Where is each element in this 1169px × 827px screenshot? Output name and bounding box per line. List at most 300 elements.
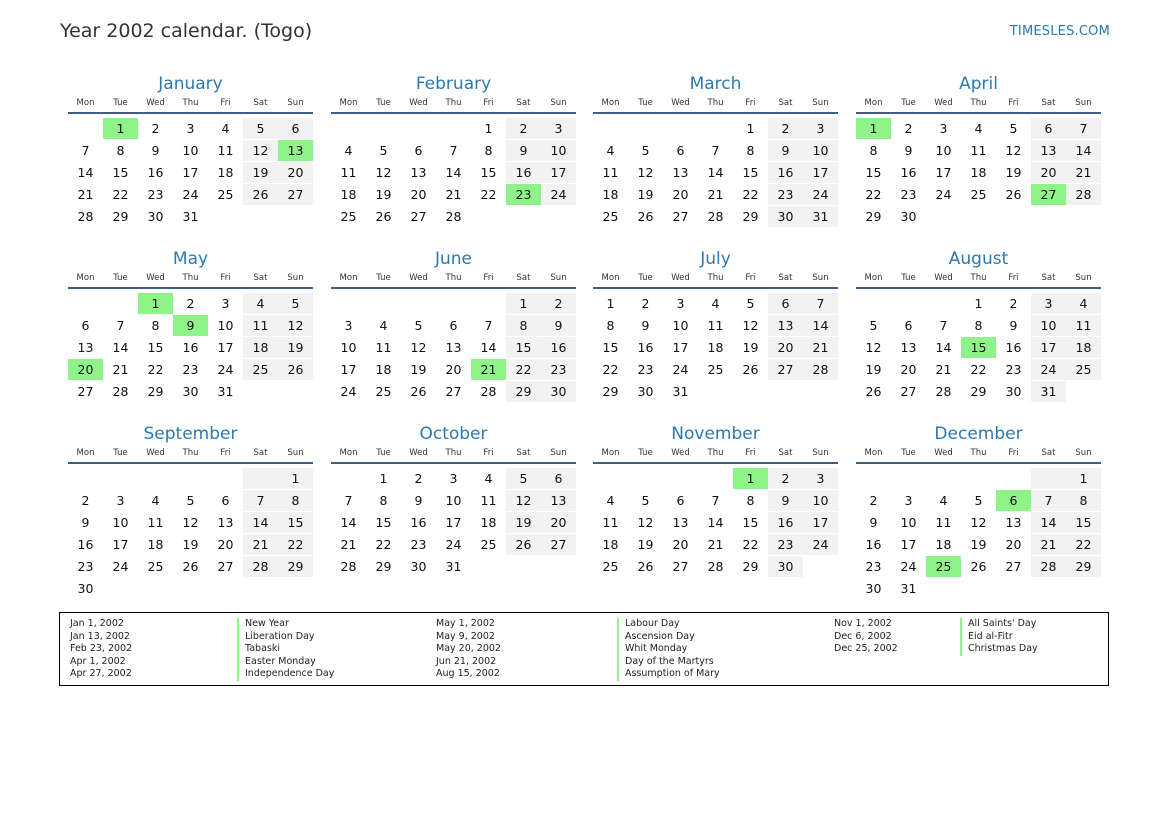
day-cell[interactable]: 22 [865,187,882,202]
day-cell[interactable]: 7 [1031,490,1066,511]
day-cell[interactable]: 27 [541,534,576,555]
day-cell[interactable]: 2 [541,293,576,314]
day-cell[interactable]: 21 [707,187,724,202]
day-cell[interactable]: 15 [961,337,996,358]
day-cell[interactable]: 13 [900,340,917,355]
day-cell[interactable]: 6 [904,318,913,333]
day-cell[interactable]: 27 [410,209,427,224]
day-cell[interactable]: 26 [278,359,313,380]
day-cell[interactable]: 22 [480,187,497,202]
day-cell[interactable]: 8 [116,143,125,158]
day-cell[interactable]: 28 [707,209,724,224]
day-cell[interactable]: 26 [182,559,199,574]
day-cell[interactable]: 15 [1066,512,1101,533]
day-cell[interactable]: 17 [541,162,576,183]
day-cell[interactable]: 20 [672,537,689,552]
day-cell[interactable]: 27 [278,184,313,205]
day-cell[interactable]: 31 [1031,381,1066,402]
day-cell[interactable]: 8 [746,493,755,508]
day-cell[interactable]: 16 [410,515,427,530]
day-cell[interactable]: 15 [147,340,164,355]
day-cell[interactable]: 25 [243,359,278,380]
day-cell[interactable]: 16 [147,165,164,180]
day-cell[interactable]: 13 [278,140,313,161]
day-cell[interactable]: 24 [935,187,952,202]
day-cell[interactable]: 5 [414,318,423,333]
day-cell[interactable]: 5 [506,468,541,489]
day-cell[interactable]: 3 [803,468,838,489]
day-cell[interactable]: 24 [541,184,576,205]
day-cell[interactable]: 12 [637,165,654,180]
day-cell[interactable]: 22 [278,534,313,555]
day-cell[interactable]: 8 [606,318,615,333]
day-cell[interactable]: 4 [243,293,278,314]
day-cell[interactable]: 26 [637,209,654,224]
day-cell[interactable]: 24 [672,362,689,377]
day-cell[interactable]: 5 [1009,121,1018,136]
day-cell[interactable]: 28 [445,209,462,224]
day-cell[interactable]: 15 [278,512,313,533]
day-cell[interactable]: 19 [243,162,278,183]
day-cell[interactable]: 7 [803,293,838,314]
day-cell[interactable]: 22 [742,187,759,202]
day-cell[interactable]: 21 [1066,162,1101,183]
day-cell[interactable]: 2 [414,471,423,486]
day-cell[interactable]: 30 [1005,384,1022,399]
day-cell[interactable]: 21 [112,362,129,377]
day-cell[interactable]: 13 [445,340,462,355]
day-cell[interactable]: 11 [147,515,164,530]
day-cell[interactable]: 9 [1009,318,1018,333]
day-cell[interactable]: 29 [742,559,759,574]
day-cell[interactable]: 30 [182,384,199,399]
day-cell[interactable]: 3 [116,493,125,508]
day-cell[interactable]: 2 [768,118,803,139]
day-cell[interactable]: 16 [182,340,199,355]
day-cell[interactable]: 16 [1005,340,1022,355]
day-cell[interactable]: 20 [68,359,103,380]
day-cell[interactable]: 1 [379,471,388,486]
day-cell[interactable]: 28 [803,359,838,380]
day-cell[interactable]: 10 [112,515,129,530]
day-cell[interactable]: 4 [151,493,160,508]
day-cell[interactable]: 16 [865,537,882,552]
day-cell[interactable]: 6 [449,318,458,333]
day-cell[interactable]: 27 [768,359,803,380]
day-cell[interactable]: 8 [746,143,755,158]
day-cell[interactable]: 18 [602,187,619,202]
day-cell[interactable]: 4 [484,471,493,486]
day-cell[interactable]: 1 [746,121,755,136]
day-cell[interactable]: 9 [768,490,803,511]
day-cell[interactable]: 25 [926,556,961,577]
day-cell[interactable]: 9 [768,140,803,161]
day-cell[interactable]: 7 [81,143,90,158]
day-cell[interactable]: 4 [221,121,230,136]
site-link[interactable]: TIMESLES.COM [1009,24,1110,39]
day-cell[interactable]: 9 [173,315,208,336]
day-cell[interactable]: 12 [243,140,278,161]
day-cell[interactable]: 26 [742,362,759,377]
day-cell[interactable]: 10 [935,143,952,158]
day-cell[interactable]: 30 [147,209,164,224]
day-cell[interactable]: 23 [637,362,654,377]
day-cell[interactable]: 2 [81,493,90,508]
day-cell[interactable]: 17 [217,340,234,355]
day-cell[interactable]: 1 [974,296,983,311]
day-cell[interactable]: 27 [1031,184,1066,205]
day-cell[interactable]: 6 [221,493,230,508]
day-cell[interactable]: 19 [182,537,199,552]
day-cell[interactable]: 27 [672,209,689,224]
day-cell[interactable]: 8 [278,490,313,511]
day-cell[interactable]: 22 [1066,534,1101,555]
day-cell[interactable]: 29 [375,559,392,574]
day-cell[interactable]: 9 [151,143,160,158]
day-cell[interactable]: 6 [278,118,313,139]
day-cell[interactable]: 7 [1066,118,1101,139]
day-cell[interactable]: 1 [606,296,615,311]
day-cell[interactable]: 11 [243,315,278,336]
day-cell[interactable]: 19 [637,537,654,552]
day-cell[interactable]: 23 [768,184,803,205]
day-cell[interactable]: 24 [803,534,838,555]
day-cell[interactable]: 18 [480,515,497,530]
day-cell[interactable]: 27 [672,559,689,574]
day-cell[interactable]: 14 [112,340,129,355]
day-cell[interactable]: 27 [217,559,234,574]
day-cell[interactable]: 5 [641,143,650,158]
day-cell[interactable]: 28 [77,209,94,224]
day-cell[interactable]: 9 [641,318,650,333]
day-cell[interactable]: 25 [707,362,724,377]
day-cell[interactable]: 16 [637,340,654,355]
day-cell[interactable]: 11 [375,340,392,355]
day-cell[interactable]: 4 [711,296,720,311]
day-cell[interactable]: 10 [340,340,357,355]
day-cell[interactable]: 21 [445,187,462,202]
day-cell[interactable]: 22 [742,537,759,552]
day-cell[interactable]: 30 [77,581,94,596]
day-cell[interactable]: 6 [414,143,423,158]
day-cell[interactable]: 10 [803,490,838,511]
day-cell[interactable]: 26 [506,534,541,555]
day-cell[interactable]: 12 [375,165,392,180]
day-cell[interactable]: 7 [449,143,458,158]
day-cell[interactable]: 4 [344,143,353,158]
day-cell[interactable]: 31 [803,206,838,227]
day-cell[interactable]: 7 [484,318,493,333]
day-cell[interactable]: 29 [970,384,987,399]
day-cell[interactable]: 25 [1066,359,1101,380]
day-cell[interactable]: 24 [1031,359,1066,380]
day-cell[interactable]: 1 [856,118,891,139]
day-cell[interactable]: 14 [803,315,838,336]
day-cell[interactable]: 20 [1031,162,1066,183]
day-cell[interactable]: 28 [1066,184,1101,205]
day-cell[interactable]: 28 [243,556,278,577]
day-cell[interactable]: 3 [541,118,576,139]
day-cell[interactable]: 5 [186,493,195,508]
day-cell[interactable]: 26 [865,384,882,399]
day-cell[interactable]: 25 [602,209,619,224]
day-cell[interactable]: 29 [865,209,882,224]
day-cell[interactable]: 12 [410,340,427,355]
day-cell[interactable]: 16 [77,537,94,552]
day-cell[interactable]: 9 [81,515,90,530]
day-cell[interactable]: 5 [974,493,983,508]
day-cell[interactable]: 14 [340,515,357,530]
day-cell[interactable]: 8 [506,315,541,336]
day-cell[interactable]: 19 [506,512,541,533]
day-cell[interactable]: 24 [900,559,917,574]
day-cell[interactable]: 13 [768,315,803,336]
day-cell[interactable]: 27 [900,384,917,399]
day-cell[interactable]: 1 [278,468,313,489]
day-cell[interactable]: 12 [506,490,541,511]
day-cell[interactable]: 1 [484,121,493,136]
day-cell[interactable]: 21 [471,359,506,380]
day-cell[interactable]: 20 [541,512,576,533]
day-cell[interactable]: 30 [410,559,427,574]
day-cell[interactable]: 8 [484,143,493,158]
day-cell[interactable]: 23 [410,537,427,552]
day-cell[interactable]: 19 [278,337,313,358]
day-cell[interactable]: 10 [672,318,689,333]
day-cell[interactable]: 18 [375,362,392,377]
day-cell[interactable]: 20 [217,537,234,552]
day-cell[interactable]: 3 [221,296,230,311]
day-cell[interactable]: 20 [445,362,462,377]
day-cell[interactable]: 19 [375,187,392,202]
day-cell[interactable]: 30 [865,581,882,596]
day-cell[interactable]: 12 [278,315,313,336]
day-cell[interactable]: 18 [147,537,164,552]
day-cell[interactable]: 16 [900,165,917,180]
day-cell[interactable]: 13 [217,515,234,530]
day-cell[interactable]: 29 [1066,556,1101,577]
day-cell[interactable]: 9 [414,493,423,508]
day-cell[interactable]: 11 [480,493,497,508]
day-cell[interactable]: 26 [375,209,392,224]
day-cell[interactable]: 21 [77,187,94,202]
day-cell[interactable]: 15 [375,515,392,530]
day-cell[interactable]: 29 [147,384,164,399]
day-cell[interactable]: 30 [900,209,917,224]
day-cell[interactable]: 15 [602,340,619,355]
day-cell[interactable]: 14 [707,165,724,180]
day-cell[interactable]: 18 [602,537,619,552]
day-cell[interactable]: 5 [641,493,650,508]
day-cell[interactable]: 16 [768,162,803,183]
day-cell[interactable]: 16 [768,512,803,533]
day-cell[interactable]: 3 [803,118,838,139]
day-cell[interactable]: 22 [970,362,987,377]
day-cell[interactable]: 9 [904,143,913,158]
day-cell[interactable]: 12 [182,515,199,530]
day-cell[interactable]: 26 [1005,187,1022,202]
day-cell[interactable]: 5 [746,296,755,311]
day-cell[interactable]: 2 [1009,296,1018,311]
day-cell[interactable]: 18 [707,340,724,355]
day-cell[interactable]: 11 [1066,315,1101,336]
day-cell[interactable]: 18 [970,165,987,180]
day-cell[interactable]: 30 [637,384,654,399]
day-cell[interactable]: 3 [344,318,353,333]
day-cell[interactable]: 25 [375,384,392,399]
day-cell[interactable]: 17 [803,162,838,183]
day-cell[interactable]: 20 [410,187,427,202]
day-cell[interactable]: 6 [81,318,90,333]
day-cell[interactable]: 17 [340,362,357,377]
day-cell[interactable]: 16 [506,162,541,183]
day-cell[interactable]: 3 [449,471,458,486]
day-cell[interactable]: 14 [1031,512,1066,533]
day-cell[interactable]: 6 [676,493,685,508]
day-cell[interactable]: 2 [506,118,541,139]
day-cell[interactable]: 6 [676,143,685,158]
day-cell[interactable]: 14 [243,512,278,533]
day-cell[interactable]: 28 [112,384,129,399]
day-cell[interactable]: 9 [506,140,541,161]
day-cell[interactable]: 23 [865,559,882,574]
day-cell[interactable]: 7 [939,318,948,333]
day-cell[interactable]: 14 [935,340,952,355]
day-cell[interactable]: 4 [939,493,948,508]
day-cell[interactable]: 21 [243,534,278,555]
day-cell[interactable]: 22 [506,359,541,380]
day-cell[interactable]: 17 [672,340,689,355]
day-cell[interactable]: 24 [217,362,234,377]
day-cell[interactable]: 21 [935,362,952,377]
day-cell[interactable]: 7 [711,493,720,508]
day-cell[interactable]: 4 [379,318,388,333]
day-cell[interactable]: 5 [869,318,878,333]
day-cell[interactable]: 25 [480,537,497,552]
day-cell[interactable]: 25 [147,559,164,574]
day-cell[interactable]: 28 [707,559,724,574]
day-cell[interactable]: 29 [112,209,129,224]
day-cell[interactable]: 7 [116,318,125,333]
day-cell[interactable]: 18 [935,537,952,552]
day-cell[interactable]: 15 [742,515,759,530]
day-cell[interactable]: 28 [480,384,497,399]
day-cell[interactable]: 28 [340,559,357,574]
day-cell[interactable]: 4 [606,493,615,508]
day-cell[interactable]: 27 [1005,559,1022,574]
day-cell[interactable]: 23 [506,184,541,205]
day-cell[interactable]: 21 [707,537,724,552]
day-cell[interactable]: 5 [379,143,388,158]
day-cell[interactable]: 14 [445,165,462,180]
day-cell[interactable]: 22 [147,362,164,377]
day-cell[interactable]: 16 [541,337,576,358]
day-cell[interactable]: 30 [541,381,576,402]
day-cell[interactable]: 13 [672,165,689,180]
day-cell[interactable]: 6 [1031,118,1066,139]
day-cell[interactable]: 7 [243,490,278,511]
day-cell[interactable]: 23 [541,359,576,380]
day-cell[interactable]: 17 [1031,337,1066,358]
day-cell[interactable]: 8 [1066,490,1101,511]
day-cell[interactable]: 27 [77,384,94,399]
day-cell[interactable]: 27 [445,384,462,399]
day-cell[interactable]: 11 [602,515,619,530]
day-cell[interactable]: 4 [1066,293,1101,314]
day-cell[interactable]: 13 [410,165,427,180]
day-cell[interactable]: 1 [1066,468,1101,489]
day-cell[interactable]: 13 [541,490,576,511]
day-cell[interactable]: 1 [138,293,173,314]
day-cell[interactable]: 1 [506,293,541,314]
day-cell[interactable]: 30 [768,206,803,227]
day-cell[interactable]: 24 [445,537,462,552]
day-cell[interactable]: 30 [768,556,803,577]
day-cell[interactable]: 9 [869,515,878,530]
day-cell[interactable]: 11 [217,143,234,158]
day-cell[interactable]: 11 [935,515,952,530]
day-cell[interactable]: 15 [112,165,129,180]
day-cell[interactable]: 14 [707,515,724,530]
day-cell[interactable]: 19 [970,537,987,552]
day-cell[interactable]: 19 [410,362,427,377]
day-cell[interactable]: 17 [182,165,199,180]
day-cell[interactable]: 8 [379,493,388,508]
day-cell[interactable]: 15 [865,165,882,180]
day-cell[interactable]: 4 [606,143,615,158]
day-cell[interactable]: 2 [641,296,650,311]
day-cell[interactable]: 3 [904,493,913,508]
day-cell[interactable]: 10 [182,143,199,158]
day-cell[interactable]: 11 [340,165,357,180]
day-cell[interactable]: 7 [711,143,720,158]
day-cell[interactable]: 20 [278,162,313,183]
day-cell[interactable]: 18 [1066,337,1101,358]
day-cell[interactable]: 7 [344,493,353,508]
day-cell[interactable]: 14 [1066,140,1101,161]
day-cell[interactable]: 12 [970,515,987,530]
day-cell[interactable]: 9 [541,315,576,336]
day-cell[interactable]: 14 [77,165,94,180]
day-cell[interactable]: 12 [637,515,654,530]
day-cell[interactable]: 10 [803,140,838,161]
day-cell[interactable]: 23 [900,187,917,202]
day-cell[interactable]: 3 [939,121,948,136]
day-cell[interactable]: 29 [278,556,313,577]
day-cell[interactable]: 22 [602,362,619,377]
day-cell[interactable]: 23 [1005,362,1022,377]
day-cell[interactable]: 3 [186,121,195,136]
day-cell[interactable]: 20 [672,187,689,202]
day-cell[interactable]: 12 [742,318,759,333]
day-cell[interactable]: 19 [1005,165,1022,180]
day-cell[interactable]: 2 [151,121,160,136]
day-cell[interactable]: 29 [742,209,759,224]
day-cell[interactable]: 31 [182,209,199,224]
day-cell[interactable]: 2 [904,121,913,136]
day-cell[interactable]: 11 [602,165,619,180]
day-cell[interactable]: 23 [147,187,164,202]
day-cell[interactable]: 23 [182,362,199,377]
day-cell[interactable]: 21 [1031,534,1066,555]
day-cell[interactable]: 10 [1031,315,1066,336]
day-cell[interactable]: 3 [1031,293,1066,314]
day-cell[interactable]: 23 [768,534,803,555]
day-cell[interactable]: 15 [480,165,497,180]
day-cell[interactable]: 2 [186,296,195,311]
day-cell[interactable]: 5 [243,118,278,139]
day-cell[interactable]: 17 [900,537,917,552]
